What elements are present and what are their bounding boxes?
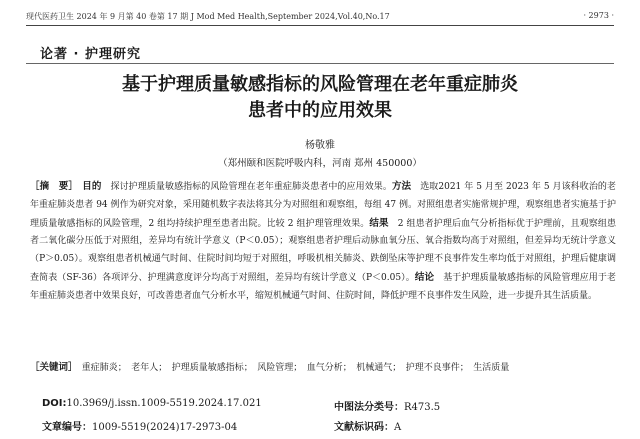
clc-line	[334, 398, 440, 413]
article-number-label: 文章编号：	[42, 422, 92, 433]
document-code-label: 文献标识码：	[334, 422, 394, 433]
doi-line	[42, 398, 262, 409]
doi-value: 10.3969/j.issn.1009-5519.2024.17.021	[66, 398, 262, 409]
keywords	[30, 359, 616, 377]
keywords-text: 重症肺炎； 老年人； 护理质量敏感指标； 风险管理； 血气分析； 机械通气； 护理不良事件； 生活质量	[81, 363, 510, 373]
methods-text: 选取2021 年 5 月至 2023 年 5 月该科收治的老年重症肺炎患者 94 例作为研究对象，采用随机数字表法将其分为对照组和观察组，每组 47 例。对照组患者实施常规护理，观察组患者实施基于护理质量敏感指标的风险管理，2 组均持续护理至患者出院。比较 2 组护理管理效果。	[30, 182, 616, 229]
objective-text: 探讨护理质量敏感指标的风险管理在老年重症肺炎患者中的应用效果。	[110, 182, 392, 192]
section-label: 论著 · 护理研究	[40, 47, 141, 62]
clc-label: 中图法分类号：	[334, 402, 404, 413]
methods-label: 方法	[391, 181, 412, 192]
journal-info: 现代医药卫生 2024 年 9 月第 40 卷第 17 期 J Mod Med Health,September 2024,Vol.40,No.17	[26, 12, 390, 21]
conclusion-label: 结论	[414, 271, 435, 283]
results-text: 2 组患者护理后血气分析指标优于护理前，且观察组患者二氧化碳分压低于对照组，差异均有统计学意义（P＜0.05）；观察组患者护理后动脉血氧分压、氧合指数均高于对照组，但差异均无统计学意义（P＞0.05）。观察组患者机械通气时间、住院时间均短于对照组，呼吸机相关肺炎、跌倒坠床等护理不良事件发生率均低于对照组，护理后健康调查简表（SF-36）各项评分、护理满意度评分均高于对照组，差异均有统计学意义（P＜0.05）。	[30, 218, 616, 283]
header-divider	[26, 25, 614, 26]
doi-label: DOI:	[42, 398, 67, 409]
document-code-line	[334, 418, 401, 433]
conclusion-text: 基于护理质量敏感指标的风险管理应用于老年重症肺炎患者中效果良好，可改善患者血气分析水平，缩短机械通气时间、住院时间，降低护理不良事件发生风险，进一步提升其生活质量。	[30, 272, 616, 301]
abstract-label: ［摘 要］	[30, 181, 74, 192]
author-affiliation: （郑州颐和医院呼吸内科，河南 郑州 450000）	[218, 158, 422, 169]
article-number-line	[42, 418, 237, 433]
objective-label: 目的	[82, 181, 102, 192]
section-divider	[26, 63, 614, 64]
running-header	[26, 9, 614, 25]
title-line-2: 患者中的应用效果	[248, 100, 392, 121]
author-name: 杨敬雅	[305, 140, 335, 151]
abstract	[30, 178, 616, 306]
page-number: · 2973 ·	[583, 11, 614, 20]
results-label: 结果	[369, 217, 389, 229]
article-title	[60, 72, 580, 124]
article-number-value: 1009-5519(2024)17-2973-04	[92, 422, 238, 433]
document-code-value: A	[394, 422, 402, 433]
clc-value: R473.5	[404, 402, 441, 413]
title-line-1: 基于护理质量敏感指标的风险管理在老年重症肺炎	[122, 74, 518, 95]
keywords-label: ［关键词］	[30, 362, 73, 373]
